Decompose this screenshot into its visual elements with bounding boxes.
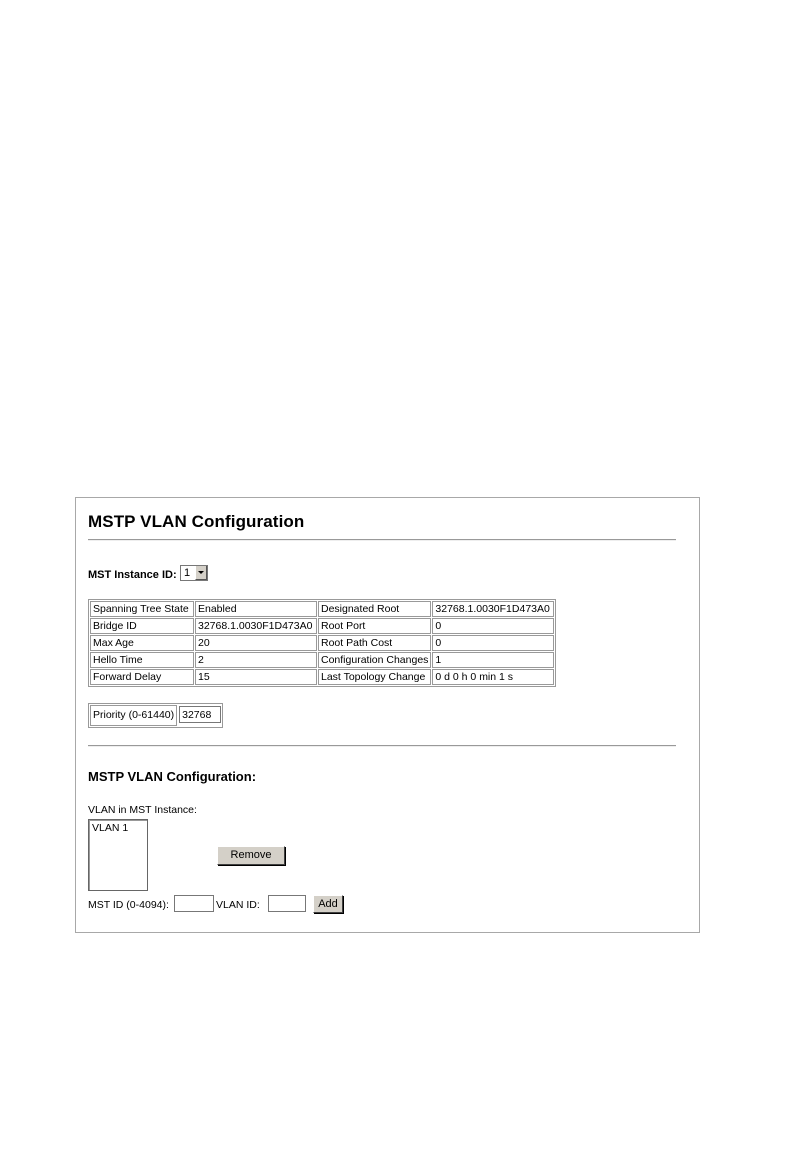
- remove-button[interactable]: Remove: [217, 846, 285, 865]
- page-title: MSTP VLAN Configuration: [88, 512, 305, 531]
- mst-id-input[interactable]: [174, 895, 214, 912]
- table-row: [90, 652, 554, 668]
- table-cell: Root Port: [318, 618, 431, 634]
- vlan-id-label: VLAN ID:: [216, 899, 260, 911]
- add-button[interactable]: Add: [313, 895, 343, 913]
- table-cell: Configuration Changes: [318, 652, 431, 668]
- mst-instance-selected-value: 1: [184, 567, 191, 579]
- table-cell: 0: [432, 635, 554, 651]
- priority-group: [88, 703, 223, 728]
- table-row: [90, 669, 554, 685]
- table-cell: 2: [195, 652, 317, 668]
- mst-instance-select[interactable]: [180, 565, 208, 581]
- list-item[interactable]: VLAN 1: [92, 822, 129, 834]
- table-cell: Designated Root: [318, 601, 431, 617]
- vlan-listbox[interactable]: [88, 819, 148, 891]
- table-cell: Hello Time: [90, 652, 194, 668]
- vlan-id-input[interactable]: [268, 895, 306, 912]
- vlan-section-title: MSTP VLAN Configuration:: [88, 769, 257, 784]
- table-cell: 32768.1.0030F1D473A0: [432, 601, 554, 617]
- priority-label: Priority (0-61440): [90, 705, 177, 726]
- table-cell: Spanning Tree State: [90, 601, 194, 617]
- table-cell: 15: [195, 669, 317, 685]
- table-cell: 1: [432, 652, 554, 668]
- spanning-tree-info-table: [88, 599, 556, 687]
- table-row: [90, 601, 554, 617]
- vlan-list-label: VLAN in MST Instance:: [88, 804, 197, 816]
- table-cell: 0: [432, 618, 554, 634]
- divider: [88, 745, 676, 747]
- table-cell: 32768.1.0030F1D473A0: [195, 618, 317, 634]
- table-cell: Root Path Cost: [318, 635, 431, 651]
- table-row: [90, 635, 554, 651]
- table-cell: Last Topology Change: [318, 669, 431, 685]
- table-row: [90, 618, 554, 634]
- mst-instance-label: MST Instance ID:: [88, 569, 177, 581]
- table-cell: Bridge ID: [90, 618, 194, 634]
- chevron-down-icon[interactable]: [195, 566, 207, 580]
- mst-id-label: MST ID (0-4094):: [88, 899, 169, 911]
- table-cell: Enabled: [195, 601, 317, 617]
- table-cell: 20: [195, 635, 317, 651]
- priority-input[interactable]: [179, 706, 221, 723]
- table-cell: Forward Delay: [90, 669, 194, 685]
- mstp-vlan-config-panel: [75, 497, 700, 933]
- divider: [88, 539, 676, 541]
- table-cell: Max Age: [90, 635, 194, 651]
- table-cell: 0 d 0 h 0 min 1 s: [432, 669, 554, 685]
